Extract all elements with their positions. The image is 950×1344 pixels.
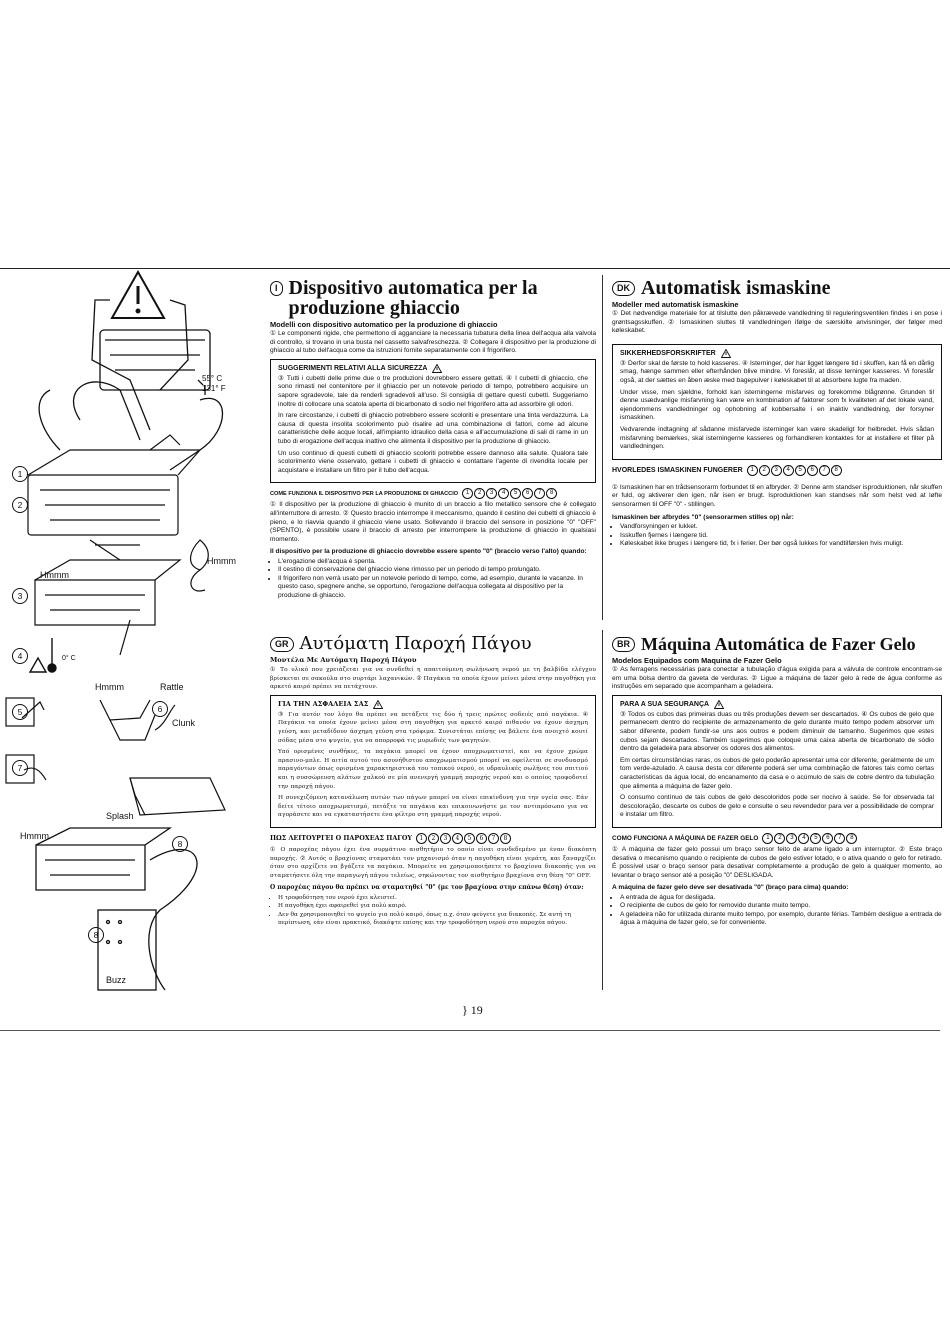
- step-marker-1: 1: [12, 466, 28, 482]
- portuguese-safety-box: [612, 695, 942, 828]
- greek-howto-title: ΠΩΣ ΛΕΙΤΟΥΡΓΕΙ Ο ΠΑΡΟΧΕΑΣ ΠΑΓΟΥ: [270, 834, 412, 843]
- step-number: 1: [462, 488, 473, 499]
- italian-off-list: [270, 558, 596, 600]
- illustration-panel: [0, 270, 260, 1030]
- temp-fahrenheit-label: 131° F: [202, 384, 226, 393]
- page-number-value: 19: [470, 1003, 483, 1017]
- step-marker-7: 7: [12, 760, 28, 776]
- italian-howto-text: ① Il dispositivo per la produzione di ghiaccio è munito di un braccio a filo metallico sensore che è collegato all'interruttore di arresto. ② Questo braccio interrompe il meccanismo, quando il cestino dei cubetti di ghiaccio è pieno, e lo riavvia quando il ghiaccio viene usato. Sollevando il braccio del sensore in posizione "0" "OFF" (SPENTO), è possibile usare il braccio di arresto per interrompere la produzione di ghiaccio in qualsiasi momento.: [270, 501, 596, 543]
- step-number: 4: [798, 833, 809, 844]
- portuguese-title-row: [612, 634, 942, 654]
- italian-section: [270, 278, 596, 600]
- step-number: 2: [774, 833, 785, 844]
- warning-icon: [373, 700, 383, 709]
- portuguese-intro: ① As ferragens necessárias para conectar a tubulação d'água exigida para a válvula de controle encontram-se em uma bolsa dentro da gaveta de verduras. ② Ligue a máquina de fazer gelo à rede de água conforme as instruções em separado que acompanham a geladeira.: [612, 666, 942, 691]
- step-number: 8: [846, 833, 857, 844]
- italian-safety-box: [270, 359, 596, 484]
- step-number: 7: [488, 833, 499, 844]
- step-marker-6: 6: [152, 701, 168, 717]
- list-item: • A entrada de água for desligada.: [620, 894, 942, 902]
- sound-label-buzz: Buzz: [106, 975, 127, 985]
- italian-subtitle: Modelli con dispositivo automatico per la produzione di ghiaccio: [270, 320, 498, 329]
- step-number: 8: [500, 833, 511, 844]
- danish-safety-p3: Vedvarende indtagning af sådanne misfarvede isterninger kan være skadeligt for helbredet. Hvis sådan misfarvning bemærkes, skal isterningerne kasseres og forhandleren kontaktes for at installere et filter på vandledningen.: [620, 425, 934, 451]
- danish-howto-header: [612, 465, 942, 476]
- sound-label-hmmm-3: Hmmm: [95, 682, 124, 692]
- greek-howto-header: [270, 833, 596, 844]
- greek-howto-text: ① Ο παροχέας πάγου έχει ένα συρμάτινο αισθητήριο το οποίο είναι συνδεδεμένο με έναν διακόπτη παροχής. ② Αυτός ο βραχίονας σταματάει τον μηχανισμό όταν η παγοθήκη είναι γεμάτη, και ξαναρχίζει όταν στο αρχίζετε να βγάζετε τα παγάκια. Μπορείτε να χρησιμοποιήσετε το βραχίονα διακοπής για να σταματήσετε όλη την παραγωγή πάγου τελείως, σηκώνοντας τον αισθητήριο βραχίονα στη θέση "0" OFF.: [270, 846, 596, 879]
- greek-safety-p2: Υπό ορισμένες συνθήκες, τα παγάκια μπορεί να έχουν αποχρωματιστεί, και να έχουν χρώμα πρασινο-μπλε. Η αιτία αυτού του ασυνήθιστου αποχρωματισμού μπορεί να οφείλεται σε συνδυασμό παραγόντων όπως ορισμένα χαρακτηριστικά του τοπικού νερού, οι υδραυλικές σωλήνες του σπιτιού και η συσσώρευση αλάτων χαλκού σε μία ανενεργή γραμμή παροχής νερού και ο οποίος τροφοδοτεί την παροχή πάγου.: [278, 749, 588, 790]
- step-number: 3: [786, 833, 797, 844]
- sound-label-splash: Splash: [106, 811, 134, 821]
- hands-and-icemaker-sketch: [39, 300, 222, 470]
- italian-safety-title: SUGGERIMENTI RELATIVI ALLA SICUREZZA: [278, 364, 428, 372]
- list-item: • Η τροφοδότηση του νερού έχει κλειστεί.: [278, 894, 596, 902]
- portuguese-subtitle: Modelos Equipados com Maquina de Fazer Gelo: [612, 656, 782, 665]
- italian-title: Dispositivo automatica per la produzione ghiaccio: [288, 277, 538, 319]
- page-number-bracket: }: [462, 1003, 468, 1017]
- thermometer-icon: [30, 638, 56, 672]
- portuguese-off-title: A máquina de fazer gelo deve ser desativada "0" (braço para cima) quando:: [612, 884, 849, 892]
- danish-subtitle: Modeller med automatisk ismaskine: [612, 300, 739, 309]
- step-number: 8: [831, 465, 842, 476]
- step-number: 6: [522, 488, 533, 499]
- step-number-row: [462, 488, 557, 499]
- warning-icon: [714, 700, 724, 709]
- sound-label-rattle: Rattle: [160, 682, 184, 692]
- step-number: 6: [822, 833, 833, 844]
- list-item: • Il cestino di conservazione del ghiaccio viene rimosso per un periodo di tempo prolungato.: [278, 566, 596, 574]
- list-item: • O recipiente de cubos de gelo for removido durante muito tempo.: [620, 902, 942, 910]
- portuguese-safety-p1: ③ Todos os cubos das primeiras duas ou três produções devem ser descartados. ④ Os cubos de gelo que permanecem dentro do recipiente de armazenamento de gelo durante muito tempo podem absorver um sabor diferente, podem fundir-se uns aos outros e podem diminuir de tamanho. Sugerimos que estes cubos sejam descartados. Também sugerimos que coloque uma caixa aberta de bicarbonato de sódio dentro da geladeira para absorver os odores dos alimentos.: [620, 710, 934, 753]
- step-number: 2: [474, 488, 485, 499]
- greek-off-title: Ο παροχέας πάγου θα πρέπει να σταματηθεί "0" (με τον βραχίονα στην επάνω θέση) όταν:: [270, 884, 584, 892]
- step-number: 8: [546, 488, 557, 499]
- fan-sketch: [35, 540, 208, 655]
- step-marker-5: 5: [12, 704, 28, 720]
- step-number: 3: [440, 833, 451, 844]
- danish-safety-p2: Under visse, men sjældne, forhold kan isterningerne misfarves og forekomme blågrønne. Grunden til denne usædvanlige misfarvning kan være en kombination af faktorer som fx kvaliteten af det lokale vand, ejendommens vandledninger og ophobning af kobbersalte i en inaktiv vandledning, der forsyner ismaskinen.: [620, 388, 934, 422]
- center-divider: [602, 275, 603, 620]
- list-item: • Η παγοθήκη έχει αφαιρεθεί για πολύ καιρό.: [278, 902, 596, 910]
- portuguese-title: Máquina Automática de Fazer Gelo: [641, 634, 916, 654]
- italian-title-row: [270, 278, 596, 318]
- language-badge-it: I: [270, 281, 283, 296]
- step-number-row: [747, 465, 842, 476]
- sound-label-hmmm-2: Hmmm: [207, 556, 236, 566]
- italian-howto-title: COME FUNZIONA IL DISPOSITIVO PER LA PRODUZIONE DI GHIACCIO: [270, 490, 459, 497]
- italian-safety-p3: Un uso continuo di questi cubetti di ghiaccio scoloriti potrebbe essere dannoso alla salute. Qualora tale scolorimento viene osservato, gettare i cubetti di ghiaccio e contattare l'agente di rivendita locale per acquistare e installare un filtro per il tubo dell'acqua.: [278, 449, 588, 474]
- danish-safety-header: [620, 349, 934, 358]
- danish-safety-box: [612, 344, 942, 460]
- step-number: 2: [428, 833, 439, 844]
- greek-safety-title: ΓΙΑ ΤΗΝ ΑΣΦΑΛΕΙΑ ΣΑΣ: [278, 700, 369, 709]
- cold-temp-label: 0° C: [62, 655, 76, 662]
- greek-title-row: [270, 634, 596, 654]
- danish-title-row: [612, 278, 942, 298]
- danish-safety-title: SIKKERHEDSFORSKRIFTER: [620, 349, 716, 357]
- danish-safety-p1: ③ Derfor skal de første to hold kasseres. ④ Isterninger, der har ligget længere tid i skuffen, kan få en dårlig smag, hænge sammen eller efterhånden blive mindre. Vi foreslår, at disse terninger kasseres. Vi foreslår også, at der sættes en åben æske med bagepulver i køleskabet til at absorbere lugte fra maden.: [620, 359, 934, 384]
- greek-safety-p1: ③ Για αυτόν τον λόγο θα πρέπει να πετάξετε τις δύο ή τρεις πρώτες σοδειές από παγάκια. ④ Παγάκια τα οποία έχουν μείνει μέσα στη παγοθήκη για αρκετό καιρό πιθανόν να έχουν άσχημη γεύση, και μεταδίδουν άσχημη γεύση στα τρόφιμα. Συνιστάται επίσης να βάλετε ένα ανοιχτό κουτί σόδας μέσα στο ψυγείο, για να απορροφά τις μυρωδιές των φαγητών.: [278, 711, 588, 744]
- sound-label-clunk: Clunk: [172, 718, 196, 728]
- list-item: • Vandforsyningen er lukket.: [620, 523, 942, 531]
- step-number: 5: [810, 833, 821, 844]
- language-badge-gr: GR: [270, 637, 294, 652]
- step-marker-3: 3: [12, 588, 28, 604]
- warning-icon: [721, 349, 731, 358]
- step-number-row: [416, 833, 511, 844]
- danish-off-list: [612, 523, 942, 548]
- step-marker-8b: 8: [88, 927, 104, 943]
- step-number: 1: [762, 833, 773, 844]
- water-line-sketch: [36, 828, 197, 990]
- greek-off-list: [270, 894, 596, 928]
- list-item: • L'erogazione dell'acqua è spenta.: [278, 558, 596, 566]
- portuguese-howto-header: [612, 833, 942, 844]
- portuguese-howto-text: ① A máquina de fazer gelo possui um braço sensor feito de arame ligado a um interruptor. ② Este braço desativa o mecanismo quando o recipiente de cubos de gelo estiver lotado, e o ativa quando o gelo for retirado. É possível usar o braço sensor para desativar completamente a produção de gelo a qualquer momento, ao levantar o braço sensor até a posição "0" DESLIGADA.: [612, 845, 942, 879]
- italian-safety-p1: ③ Tutti i cubetti delle prime due o tre produzioni dovrebbero essere gettati. ④ I cubetti di ghiaccio, che sono rimasti nel contenitore per il ghiaccio per un notevole periodo di tempo, potrebbero acquisire un sapore sgradevole, tale da renderli sgradevoli all'uso. Si consiglia di gettare questi cubetti. Suggeriamo inoltre di collocare una scatola aperta di bicarbonato di sodio nel frigorifero atta ad assorbire gli odori.: [278, 374, 588, 408]
- greek-title: Αυτόματη Παροχή Πάγου: [299, 633, 532, 654]
- step-number: 2: [759, 465, 770, 476]
- italian-howto-header: [270, 488, 596, 499]
- list-item: • Il frigorifero non verrà usato per un notevole periodo di tempo, come, ad esempio, durante le vacanze. In questo caso, spegnere anche, se opportuno, l'erogazione dell'acqua collegata al dispositivo per la produzione di ghiaccio.: [278, 575, 596, 600]
- step-number: 4: [498, 488, 509, 499]
- danish-intro: ① Det nødvendige materiale for at tilslutte den påkrævede vandledning til reguleringsventilen findes i en pose i grøntsagsskuffen. ② Ismaskinen sluttes til vandledningen ifølge de særskilte anvisninger, der følger med køleskabet.: [612, 310, 942, 335]
- portuguese-safety-p3: O consumo contínuo de tais cubos de gelo descoloridos pode ser nocivo à saúde. Se for observada tal descoloração, descarte os cubos de gelo e consulte o seu revendedor para ver a possibilidade de comprar e instalar um filtro.: [620, 794, 934, 819]
- italian-off-title: Il dispositivo per la produzione di ghiaccio dovrebbe essere spento "0" (braccio verso l'alto) quando:: [270, 548, 587, 556]
- bottom-rule: [0, 1030, 940, 1031]
- italian-intro: ① Le componenti rigide, che permettono di agganciare la necessaria tubatura della linea dell'acqua alla valvola di controllo, si trovano in una busta nel cassetto salvafreschezza. ② Collegare il dispositivo per la produzione di ghiaccio al tubo dell'acqua come da istruzioni fornite separatamente con il frigorifero.: [270, 330, 596, 355]
- portuguese-safety-header: [620, 700, 934, 709]
- step-marker-2: 2: [12, 497, 28, 513]
- danish-howto-text: ① Ismaskinen har en trådsensorarm forbundet til en afbryder. ② Denne arm standser isproduktionen, når skuffen er fuld, og aktiverer den igen, når isen er brugt. Isproduktionen kan standses når som helst ved at løfte sensorarmen til OFF "0" - stillingen.: [612, 483, 942, 508]
- danish-title: Automatisk ismaskine: [641, 277, 831, 299]
- portuguese-off-list: [612, 894, 942, 928]
- list-item: • A geladeira não for utilizada durante muito tempo, por exemplo, durante férias. Também desligue a entrada de água à máquina de fazer gelo, se for conveniente.: [620, 911, 942, 928]
- step-number: 7: [834, 833, 845, 844]
- italian-safety-p2: In rare circostanze, i cubetti di ghiaccio potrebbero essere scoloriti e presentare una tinta verdazzurra. La causa di questa insolita scolorimento può risalire ad una combinazione di fattori, come ad alcune caratteristiche delle acque locali, all'impianto idraulico della casa e all'accumulazione di sali di rame in un tubo di erogazione dell'acqua inattivo che alimenta il dispositivo per la produzione di ghiaccio.: [278, 412, 588, 445]
- portuguese-safety-title: PARA A SUA SEGURANÇA: [620, 700, 710, 708]
- step-number: 3: [771, 465, 782, 476]
- step-number: 1: [416, 833, 427, 844]
- icemaker-unit-sketch: [28, 435, 200, 560]
- step-number: 6: [476, 833, 487, 844]
- step-number-row: [762, 833, 857, 844]
- warning-icon: [432, 364, 442, 373]
- sound-label-hmmm-4: Hmmm: [20, 831, 49, 841]
- list-item: • Isskuffen fjernes i længere tid.: [620, 532, 942, 540]
- greek-section: [270, 634, 596, 928]
- language-badge-br: BR: [612, 637, 635, 652]
- danish-howto-title: HVORLEDES ISMASKINEN FUNGERER: [612, 466, 743, 474]
- greek-safety-box: [270, 695, 596, 828]
- italian-safety-header: [278, 364, 588, 373]
- step-number: 1: [747, 465, 758, 476]
- portuguese-section: [612, 634, 942, 928]
- step-number: 5: [510, 488, 521, 499]
- step-number: 4: [452, 833, 463, 844]
- greek-safety-header: [278, 700, 588, 709]
- step-marker-8a: 8: [172, 836, 188, 852]
- sound-label-hmmm-1: Hmmm: [40, 570, 69, 580]
- language-badge-dk: DK: [612, 281, 635, 296]
- step-number: 5: [464, 833, 475, 844]
- greek-safety-p3: Η συνεχιζόμενη κατανάλωση αυτών των πάγων μπορεί να είναι επικίνδυνη για την υγεία σας. Εάν δείτε τέτοιο αποχρωματισμό, πετάξτε τα παγάκια και επικοινωνήστε με τον αντιπρόσωπο για να αγοράσετε και να εγκαταστήσετε ένα φίλτρο στη γραμμή παροχής νερού.: [278, 795, 588, 819]
- step-marker-4: 4: [12, 648, 28, 664]
- step-number: 5: [795, 465, 806, 476]
- temp-celsius-label: 55° C: [202, 374, 223, 383]
- step-number: 4: [783, 465, 794, 476]
- warning-triangle-icon: [112, 272, 164, 318]
- step-number: 6: [807, 465, 818, 476]
- step-number: 7: [819, 465, 830, 476]
- page-number: [462, 1003, 483, 1018]
- portuguese-safety-p2: Em certas circunstâncias raras, os cubos de gelo poderão apresentar uma cor diferente, geralmente de um tom verde-azulado. A causa desta cor diferente poderá ser uma combinação de fatores tais como certas características da água local, do encanamento da casa e o acúmulo de sais de cobre dentro da tubulação que alimenta a máquina de fazer gelo.: [620, 756, 934, 790]
- list-item: • Δεν θα χρησιμοποιηθεί το ψυγείο για πολύ καιρό, όπως π.χ. όταν φεύγετε για διακοπές. Σε αυτή τη περίπτωση, εάν είναι πρακτικό, διακόψτε επίσης και την τροφοδότηση νερού στο παροχέα πάγου.: [278, 911, 596, 928]
- list-item: • Køleskabet ikke bruges i længere tid, fx i ferier. Der bør også lukkes for vandtilførslen hvis muligt.: [620, 540, 942, 548]
- step-number: 7: [534, 488, 545, 499]
- danish-off-title: Ismaskinen bør afbrydes "0" (sensorarmen stilles op) når:: [612, 513, 794, 521]
- greek-intro: ① Το υλικό που χρειάζεται για να συνδεθεί η απαιτούμενη σωλήνωση νερού με τη βαλβίδα ελέγχου βρίσκεται σε σακούλα στο συρτάρι λαχανικών. ② Παγάκια τα οποία έχουν μείνει μέσα στην παγοθήκη για αρκετό καιρό πρέπει να πετάχτουν.: [270, 667, 596, 691]
- greek-subtitle: Μοντέλα Με Αυτόματη Παροχή Πάγου: [270, 656, 417, 664]
- center-divider-lower: [602, 630, 603, 990]
- danish-section: [612, 278, 942, 548]
- top-rule: [0, 268, 950, 269]
- portuguese-howto-title: COMO FUNCIONA A MÁQUINA DE FAZER GELO: [612, 834, 759, 842]
- arm-sensor-sketch: [6, 698, 225, 815]
- step-number: 3: [486, 488, 497, 499]
